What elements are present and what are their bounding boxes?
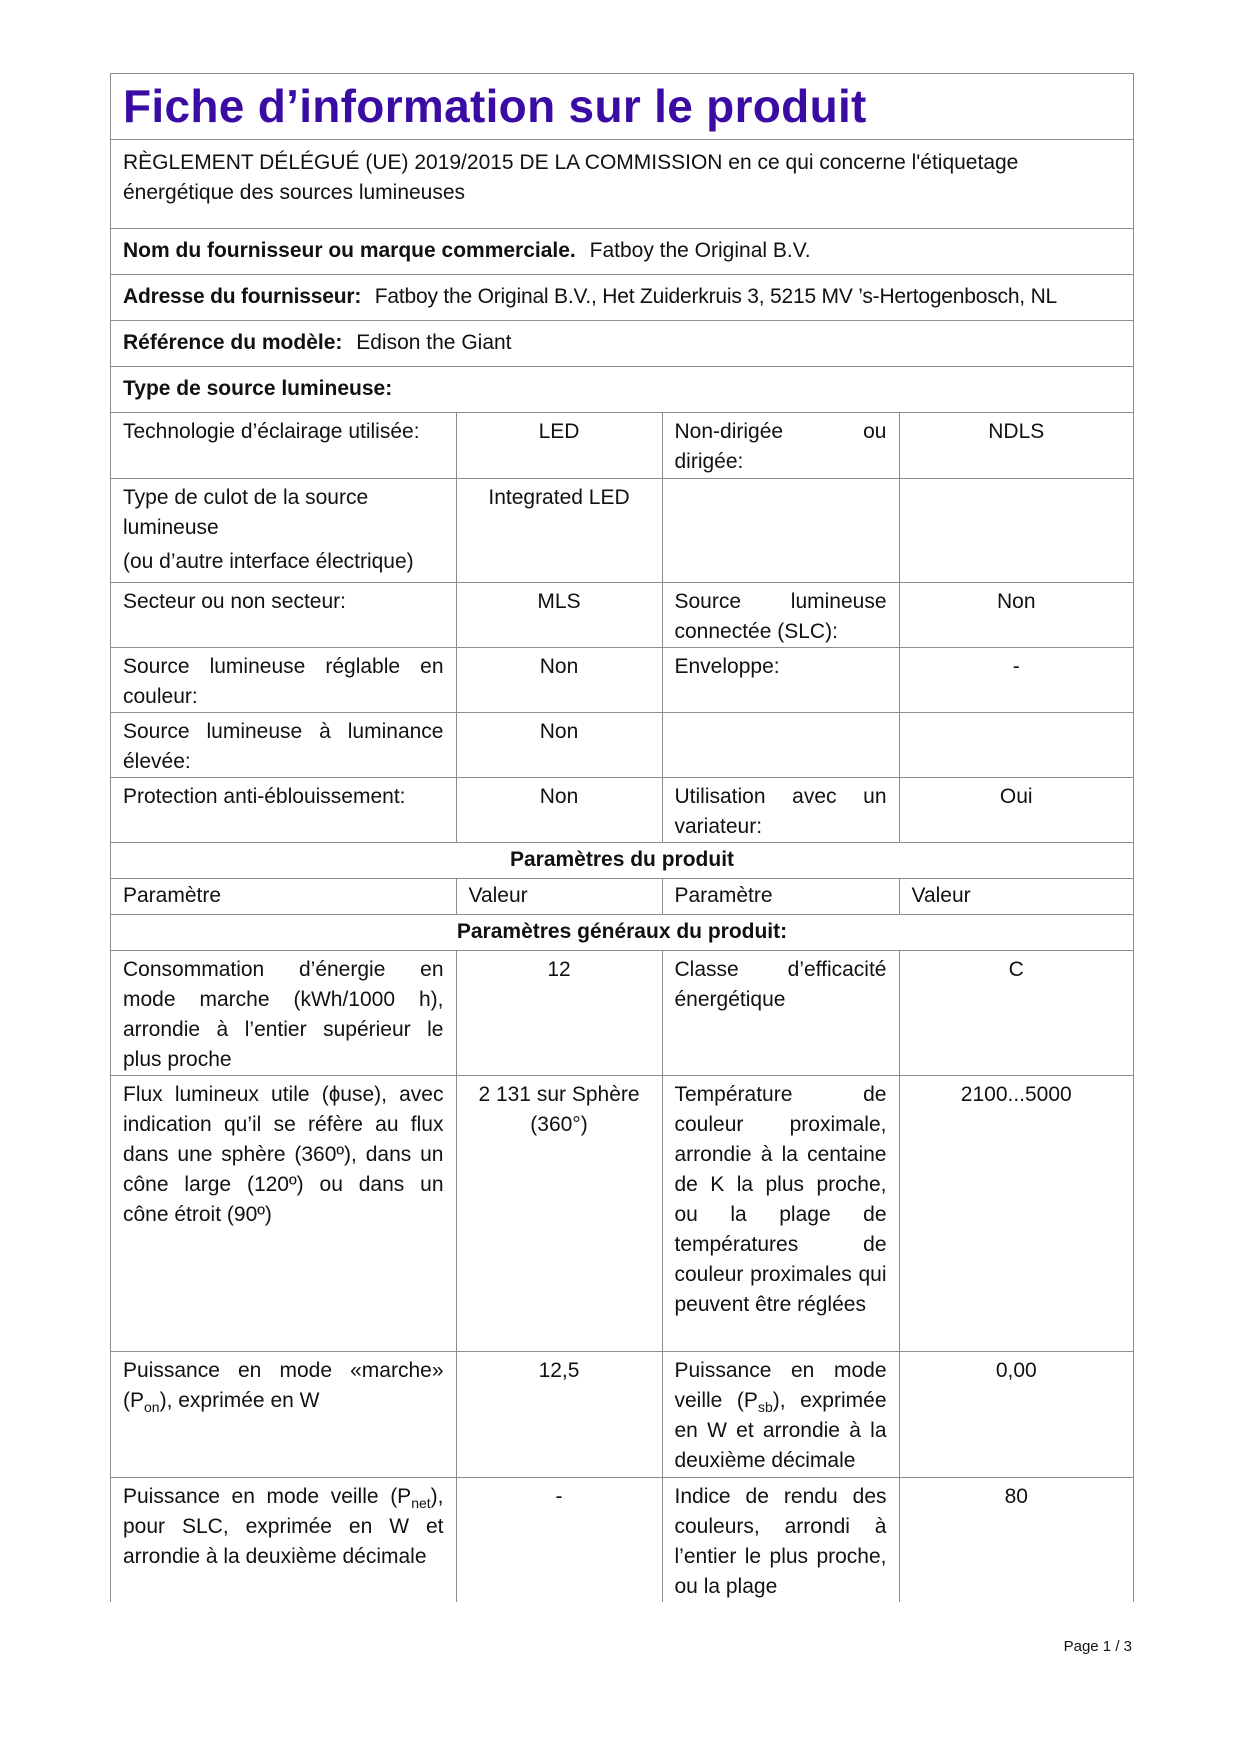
cap-type-label	[111, 478, 456, 582]
supplier-address-row	[111, 275, 1133, 321]
connected-value: Non	[899, 582, 1133, 647]
supplier-address-value: Fatboy the Original B.V., Het Zuiderkruis 3, 5215 MV ’s-Hertogenbosch, NL	[374, 285, 1058, 308]
table-row	[111, 1477, 1133, 1602]
column-header-value: Valeur	[899, 878, 1133, 914]
dimmable-value: Oui	[899, 777, 1133, 842]
standby-power-label	[662, 1351, 899, 1477]
table-row	[111, 712, 1133, 777]
table-row	[111, 478, 1133, 582]
networked-standby-label	[111, 1477, 456, 1602]
efficiency-class-label: Classe d’efficacité énergétique	[662, 950, 899, 1075]
luminous-flux-label: Flux lumineux utile (ɸuse), avec indication qu’il se réfère au flux dans une sphère (360º), dans un cône large (120º) ou dans un cône étroit (90º)	[111, 1075, 456, 1351]
mains-value: MLS	[456, 582, 662, 647]
dimmable-label: Utilisation avec un variateur:	[662, 777, 899, 842]
cap-type-value: Integrated LED	[456, 478, 662, 582]
mains-label: Secteur ou non secteur:	[111, 582, 456, 647]
cri-label: Indice de rendu des couleurs, arrondi à l’entier le plus proche, ou la plage	[662, 1477, 899, 1602]
title-row	[111, 74, 1133, 140]
page-number: Page 1 / 3	[1063, 1638, 1132, 1655]
empty-cell	[662, 712, 899, 777]
directional-label: Non-dirigée ou dirigée:	[662, 413, 899, 478]
empty-cell	[899, 478, 1133, 582]
page-title: Fiche d’information sur le produit	[123, 80, 867, 132]
supplier-name-value: Fatboy the Original B.V.	[589, 239, 811, 262]
high-luminance-label: Source lumineuse à luminance élevée:	[111, 712, 456, 777]
table-row	[111, 1075, 1133, 1351]
standby-power-value: 0,00	[899, 1351, 1133, 1477]
cri-value: 80	[899, 1477, 1133, 1602]
networked-standby-label-b: ), pour SLC, exprimée en W et arrondie à la deuxième décimale	[123, 1484, 444, 1568]
power-on-label-b: ), exprimée en W	[159, 1388, 320, 1412]
efficiency-class-value: C	[899, 950, 1133, 1075]
envelope-value: -	[899, 647, 1133, 712]
standby-power-label-b: ), exprimée en W et arrondie à la deuxième décimale	[674, 1388, 887, 1472]
cct-value: 2100...5000	[899, 1075, 1133, 1351]
empty-cell	[899, 712, 1133, 777]
high-luminance-value: Non	[456, 712, 662, 777]
cap-type-label-line1: Type de culot de la source lumineuse	[123, 485, 369, 539]
envelope-label: Enveloppe:	[662, 647, 899, 712]
empty-cell	[662, 478, 899, 582]
model-reference-value: Edison the Giant	[356, 331, 512, 354]
luminous-flux-value: 2 131 sur Sphère (360°)	[456, 1075, 662, 1351]
supplier-address-label: Adresse du fournisseur:	[123, 285, 362, 308]
product-table	[111, 413, 1133, 1602]
table-row	[111, 878, 1133, 914]
table-row	[111, 950, 1133, 1075]
column-header-param: Paramètre	[662, 878, 899, 914]
anti-glare-label: Protection anti-éblouissement:	[111, 777, 456, 842]
power-on-label	[111, 1351, 456, 1477]
networked-standby-label-a: Puissance en mode veille (P	[123, 1484, 412, 1508]
networked-standby-subscript: net	[411, 1494, 431, 1511]
anti-glare-value: Non	[456, 777, 662, 842]
table-row	[111, 777, 1133, 842]
colour-tunable-label: Source lumineuse réglable en couleur:	[111, 647, 456, 712]
cap-type-label-line2: (ou d’autre interface électrique)	[123, 549, 414, 573]
standby-power-subscript: sb	[757, 1398, 773, 1415]
energy-consumption-value: 12	[456, 950, 662, 1075]
regulation-text: RÈGLEMENT DÉLÉGUÉ (UE) 2019/2015 DE LA COMMISSION en ce qui concerne l'étiquetage énergétique des sources lumineuses	[111, 140, 1133, 229]
table-row	[111, 842, 1133, 878]
table-row	[111, 413, 1133, 478]
table-row	[111, 1351, 1133, 1477]
power-on-subscript: on	[144, 1398, 160, 1415]
supplier-name-label: Nom du fournisseur ou marque commerciale.	[123, 239, 576, 262]
model-reference-row	[111, 321, 1133, 367]
power-on-value: 12,5	[456, 1351, 662, 1477]
product-params-heading: Paramètres du produit	[111, 842, 1133, 878]
table-row	[111, 647, 1133, 712]
power-on-label-a: Puissance en mode «marche» (P	[123, 1358, 444, 1412]
cct-label: Température de couleur proximale, arrondie à la centaine de K la plus proche, ou la plage de températures de couleur proximales qui peuvent être réglées	[662, 1075, 899, 1351]
table-row	[111, 582, 1133, 647]
directional-value: NDLS	[899, 413, 1133, 478]
source-type-heading: Type de source lumineuse:	[123, 377, 393, 400]
standby-power-label-a: Puissance en mode veille (P	[674, 1358, 887, 1412]
model-reference-label: Référence du modèle:	[123, 331, 343, 354]
colour-tunable-value: Non	[456, 647, 662, 712]
connected-label: Source lumineuse connectée (SLC):	[662, 582, 899, 647]
technology-value: LED	[456, 413, 662, 478]
column-header-param: Paramètre	[111, 878, 456, 914]
networked-standby-value: -	[456, 1477, 662, 1602]
column-header-value: Valeur	[456, 878, 662, 914]
product-information-sheet	[110, 73, 1134, 1602]
general-params-heading: Paramètres généraux du produit:	[111, 914, 1133, 950]
source-type-row	[111, 367, 1133, 413]
technology-label: Technologie d’éclairage utilisée:	[111, 413, 456, 478]
table-row	[111, 914, 1133, 950]
supplier-name-row	[111, 229, 1133, 275]
energy-consumption-label: Consommation d’énergie en mode marche (kWh/1000 h), arrondie à l’entier supérieur le plus proche	[111, 950, 456, 1075]
